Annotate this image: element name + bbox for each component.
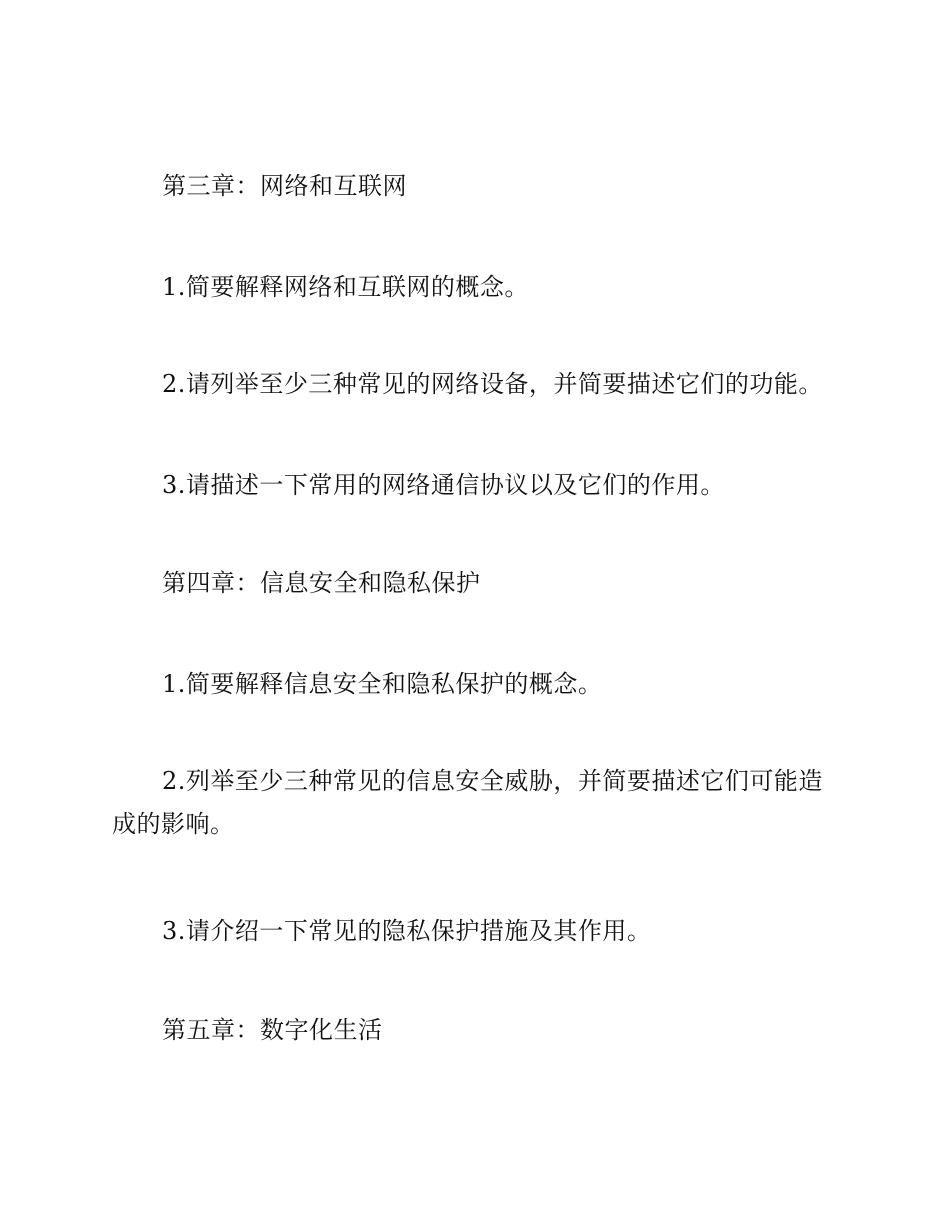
question-item: 3.请描述一下常用的网络通信协议以及它们的作用。: [162, 471, 725, 499]
question-item: 2.列举至少三种常见的信息安全威胁，并简要描述它们可能造成的影响。: [112, 767, 823, 838]
chapter-heading-5: 第五章：数字化生活: [162, 1016, 383, 1044]
question-item: 2.请列举至少三种常见的网络设备，并简要描述它们的功能。: [162, 370, 823, 398]
question-item: 3.请介绍一下常见的隐私保护措施及其作用。: [162, 917, 652, 945]
question-item: 1.简要解释网络和互联网的概念。: [162, 273, 529, 301]
question-item: 1.简要解释信息安全和隐私保护的概念。: [162, 670, 603, 698]
chapter-heading-3: 第三章：网络和互联网: [162, 172, 407, 200]
chapter-heading-4: 第四章：信息安全和隐私保护: [162, 569, 481, 597]
